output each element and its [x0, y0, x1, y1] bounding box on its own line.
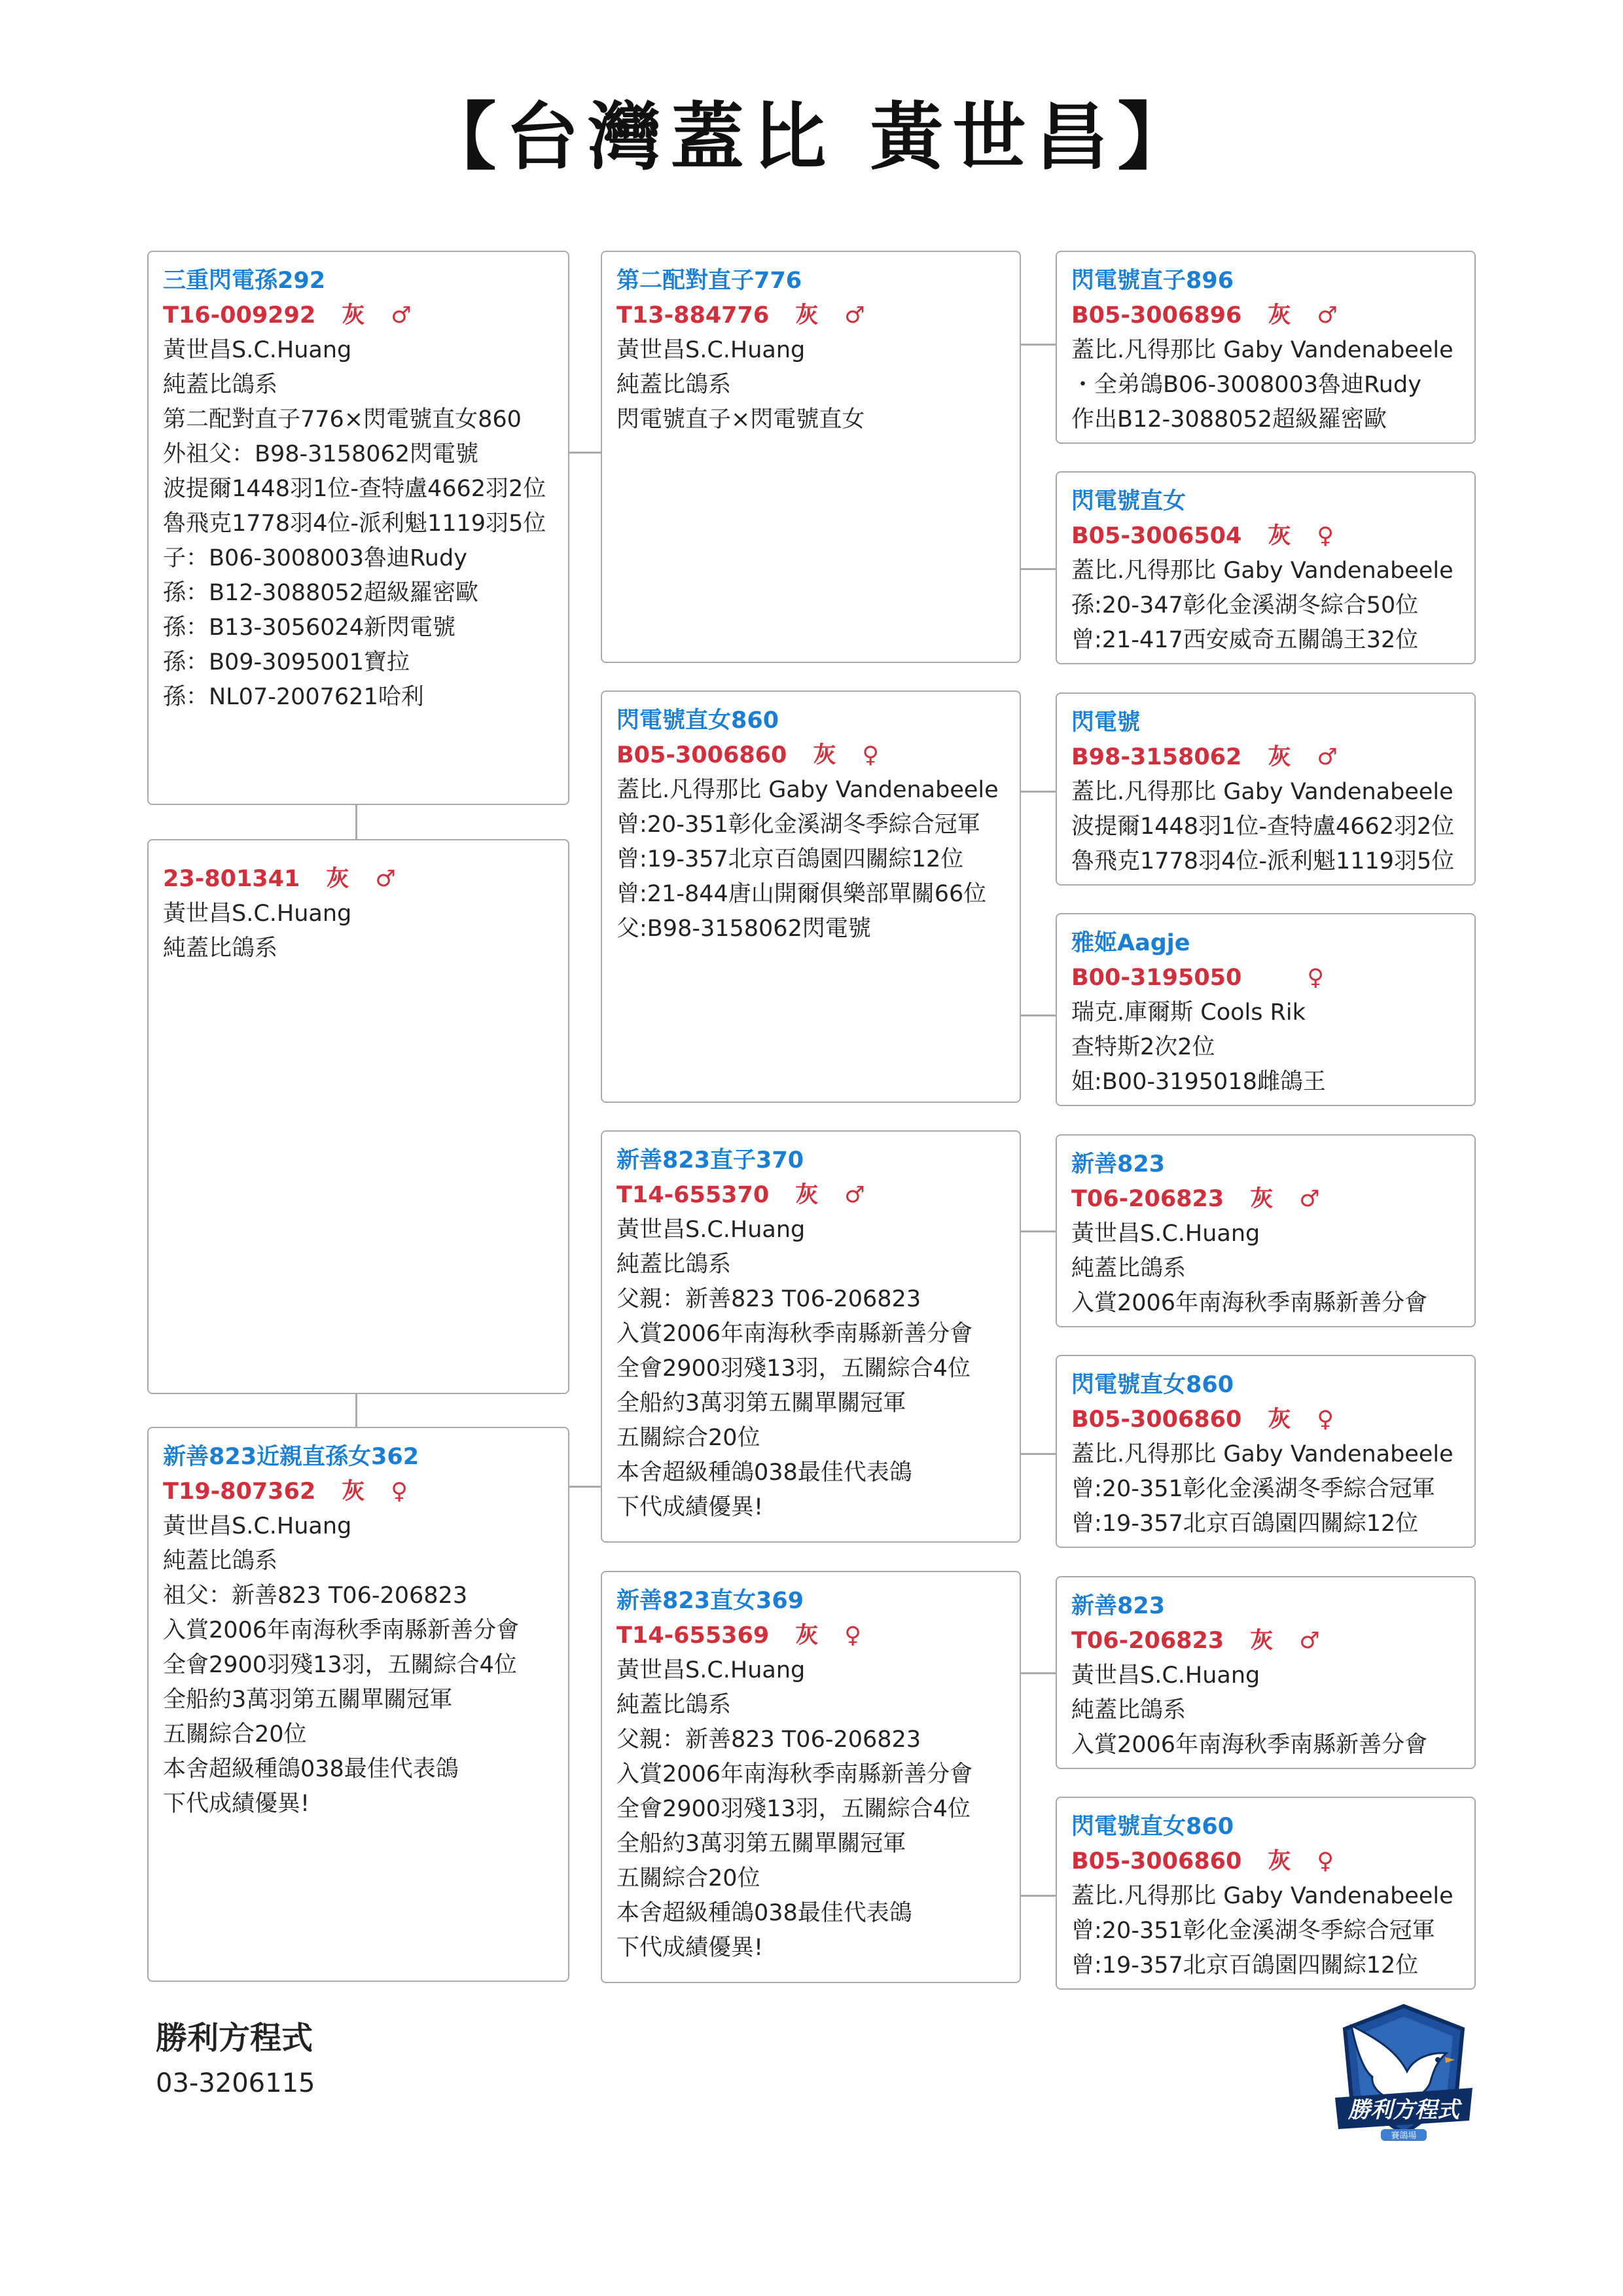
detail-line: 全會2900羽殘13羽，五關綜合4位	[616, 1796, 971, 1822]
ring-number: T06-206823	[1071, 1186, 1224, 1212]
loft-name: 勝利方程式	[156, 2020, 313, 2056]
detail-line: 入賞2006年南海秋季南縣新善分會	[1071, 1290, 1428, 1316]
detail-line: 下代成績優異!	[616, 1935, 764, 1961]
detail-line: 子：B06-3008003魯迪Rudy	[163, 545, 467, 571]
female-icon: ♀	[1317, 1407, 1334, 1433]
female-icon: ♀	[391, 1479, 408, 1505]
detail-line: 魯飛克1778羽4位-派利魁1119羽5位	[1071, 848, 1455, 874]
detail-line: 純蓋比鴿系	[163, 935, 278, 961]
detail-line: 全會2900羽殘13羽，五關綜合4位	[163, 1652, 517, 1678]
pedigree-card-subject	[147, 251, 569, 805]
detail-line: 蓋比.凡得那比 Gaby Vandenabeele	[1071, 337, 1454, 363]
pedigree-card-ggsire-2	[1056, 692, 1476, 886]
detail-line: 黃世昌S.C.Huang	[616, 337, 806, 363]
pigeon-name: 新善823直子370	[616, 1147, 804, 1174]
ring-number: T16-009292	[163, 302, 316, 329]
detail-line: 曾:20-351彰化金溪湖冬季綜合冠軍	[616, 812, 980, 838]
detail-line: 下代成績優異!	[163, 1791, 310, 1817]
color-label: 灰	[1268, 523, 1291, 549]
detail-line: 曾:19-357北京百鴿園四關綜12位	[1071, 1952, 1419, 1979]
detail-line: 曾:20-351彰化金溪湖冬季綜合冠軍	[1071, 1918, 1435, 1944]
detail-line: 魯飛克1778羽4位-派利魁1119羽5位	[163, 511, 546, 537]
pedigree-card-ggdam-2	[1056, 913, 1476, 1106]
detail-line: 孫：B09-3095001寶拉	[163, 649, 410, 675]
pigeon-name: 閃電號直女860	[616, 708, 779, 734]
pedigree-card-sire-dam	[601, 691, 1021, 1103]
detail-line: 入賞2006年南海秋季南縣新善分會	[1071, 1732, 1428, 1758]
female-icon: ♀	[1317, 1848, 1334, 1874]
color-label: 灰	[1268, 744, 1291, 770]
detail-line: 純蓋比鴿系	[1071, 1697, 1186, 1723]
detail-line: 曾:19-357北京百鴿園四關綜12位	[1071, 1511, 1419, 1537]
detail-line: 曾:21-844唐山開爾俱樂部單關66位	[616, 881, 987, 907]
detail-line: 蓋比.凡得那比 Gaby Vandenabeele	[1071, 779, 1454, 805]
pedigree-card-dam	[147, 1427, 569, 1982]
connector-line	[355, 1394, 357, 1427]
detail-line: 純蓋比鴿系	[616, 372, 732, 398]
ring-number: B05-3006860	[1071, 1848, 1242, 1874]
connector-line	[355, 804, 357, 839]
detail-line: 本舍超級種鴿038最佳代表鴿	[616, 1460, 912, 1486]
detail-line: 波提爾1448羽1位-查特盧4662羽2位	[163, 476, 546, 502]
detail-line: 曾:20-351彰化金溪湖冬季綜合冠軍	[1071, 1476, 1435, 1502]
detail-line: ・全弟鴿B06-3008003魯迪Rudy	[1071, 372, 1421, 398]
pedigree-card-ggsire-3	[1056, 1134, 1476, 1327]
detail-line: 五關綜合20位	[163, 1721, 307, 1748]
detail-line: 入賞2006年南海秋季南縣新善分會	[616, 1321, 973, 1347]
detail-line: 五關綜合20位	[616, 1865, 760, 1892]
connector-line	[1021, 1014, 1056, 1016]
detail-line: 入賞2006年南海秋季南縣新善分會	[163, 1617, 520, 1643]
ring-number: T14-655370	[616, 1182, 770, 1208]
color-label: 灰	[813, 742, 836, 768]
pedigree-card-ggdam-1	[1056, 471, 1476, 664]
connector-line	[1021, 1230, 1056, 1232]
detail-line: 波提爾1448羽1位-查特盧4662羽2位	[1071, 814, 1455, 840]
detail-line: 祖父：新善823 T06-206823	[163, 1583, 468, 1609]
color-label: 灰	[1250, 1186, 1274, 1212]
logo-text: 勝利方程式	[1348, 2097, 1459, 2123]
ring-number: B05-3006860	[616, 742, 787, 768]
detail-line: 黃世昌S.C.Huang	[163, 337, 352, 363]
detail-line: 下代成績優異!	[616, 1494, 764, 1520]
pigeon-name: 閃電號直子896	[1071, 268, 1234, 294]
detail-line: 瑞克.庫爾斯 Cools Rik	[1071, 999, 1306, 1026]
male-icon: ♂	[1317, 744, 1338, 770]
detail-line: 本舍超級種鴿038最佳代表鴿	[163, 1756, 459, 1782]
ring-number: B05-3006860	[1071, 1407, 1242, 1433]
connector-line	[1021, 1895, 1056, 1897]
color-label: 灰	[795, 1182, 819, 1208]
connector-line	[568, 452, 601, 454]
color-label: 灰	[342, 1479, 365, 1505]
color-label: 灰	[795, 1623, 819, 1649]
pedigree-card-sibling	[147, 839, 569, 1394]
pedigree-card-ggdam-4	[1056, 1797, 1476, 1990]
detail-line: 孫:20-347彰化金溪湖冬綜合50位	[1071, 592, 1419, 619]
detail-line: 父親：新善823 T06-206823	[616, 1286, 921, 1312]
pigeon-name: 閃電號直女	[1071, 488, 1186, 514]
pigeon-name: 新善823直女369	[616, 1588, 804, 1614]
ring-number: T14-655369	[616, 1623, 770, 1649]
detail-line: 入賞2006年南海秋季南縣新善分會	[616, 1761, 973, 1787]
detail-line: 五關綜合20位	[616, 1425, 760, 1451]
pigeon-shield-logo	[1325, 2000, 1482, 2144]
detail-line: 外祖父：B98-3158062閃電號	[163, 441, 479, 467]
color-label: 灰	[1250, 1628, 1274, 1654]
detail-line: 純蓋比鴿系	[616, 1692, 732, 1718]
male-icon: ♂	[375, 866, 396, 892]
male-icon: ♂	[844, 1182, 865, 1208]
male-icon: ♂	[844, 302, 865, 329]
ring-number: B05-3006896	[1071, 302, 1242, 329]
detail-line: 黃世昌S.C.Huang	[1071, 1221, 1260, 1247]
connector-line	[1021, 568, 1056, 570]
pedigree-card-ggdam-3	[1056, 1355, 1476, 1548]
detail-line: 黃世昌S.C.Huang	[163, 901, 352, 927]
detail-line: 姐:B00-3195018雌鴿王	[1071, 1069, 1326, 1095]
detail-line: 父親：新善823 T06-206823	[616, 1727, 921, 1753]
detail-line: 查特斯2次2位	[1071, 1034, 1215, 1060]
detail-line: 純蓋比鴿系	[1071, 1255, 1186, 1282]
pigeon-name: 新善823	[1071, 1151, 1166, 1177]
ring-number: 23-801341	[163, 866, 300, 892]
detail-line: 曾:21-417西安威奇五關鴿王32位	[1071, 627, 1419, 653]
detail-line: 孫：B12-3088052超級羅密歐	[163, 580, 479, 606]
detail-line: 孫：B13-3056024新閃電號	[163, 615, 456, 641]
ring-number: B98-3158062	[1071, 744, 1242, 770]
logo-subtext: 賽鴿場	[1391, 2131, 1417, 2141]
color-label: 灰	[1268, 1848, 1291, 1874]
color-label: 灰	[1268, 302, 1291, 329]
female-icon: ♀	[1317, 523, 1334, 549]
ring-number: B00-3195050	[1071, 965, 1242, 991]
pedigree-card-ggsire-1	[1056, 251, 1476, 444]
ring-number: T13-884776	[616, 302, 770, 329]
detail-line: 蓋比.凡得那比 Gaby Vandenabeele	[1071, 1441, 1454, 1467]
color-label: 灰	[1268, 1407, 1291, 1433]
detail-line: 第二配對直子776×閃電號直女860	[163, 406, 522, 433]
detail-line: 全船約3萬羽第五關單關冠軍	[616, 1831, 906, 1857]
connector-line	[1021, 791, 1056, 793]
detail-line: 作出B12-3088052超級羅密歐	[1071, 406, 1387, 433]
pedigree-card-dam-dam	[601, 1571, 1021, 1983]
pigeon-name: 第二配對直子776	[616, 268, 802, 294]
pigeon-name: 閃電號直女860	[1071, 1814, 1234, 1840]
pedigree-card-ggsire-4	[1056, 1576, 1476, 1769]
detail-line: 黃世昌S.C.Huang	[616, 1657, 806, 1683]
pigeon-name: 三重閃電孫292	[163, 268, 326, 294]
female-icon: ♀	[1307, 965, 1325, 991]
ring-number: T19-807362	[163, 1479, 316, 1505]
detail-line: 父:B98-3158062閃電號	[616, 916, 871, 942]
detail-line: 曾:19-357北京百鴿園四關綜12位	[616, 846, 964, 872]
pigeon-name: 新善823	[1071, 1593, 1166, 1619]
detail-line: 本舍超級種鴿038最佳代表鴿	[616, 1900, 912, 1926]
female-icon: ♀	[844, 1623, 861, 1649]
detail-line: 蓋比.凡得那比 Gaby Vandenabeele	[616, 777, 999, 803]
pedigree-card-sire	[601, 251, 1021, 663]
connector-line	[1021, 1672, 1056, 1674]
detail-line: 黃世昌S.C.Huang	[1071, 1662, 1260, 1689]
detail-line: 純蓋比鴿系	[163, 1548, 278, 1574]
color-label: 灰	[795, 302, 819, 329]
detail-line: 孫：NL07-2007621哈利	[163, 684, 424, 710]
connector-line	[568, 1486, 601, 1488]
detail-line: 閃電號直子×閃電號直女	[616, 406, 865, 433]
male-icon: ♂	[1299, 1628, 1320, 1654]
detail-line: 蓋比.凡得那比 Gaby Vandenabeele	[1071, 1883, 1454, 1909]
detail-line: 純蓋比鴿系	[163, 372, 278, 398]
connector-line	[1021, 344, 1056, 346]
color-label: 灰	[326, 866, 349, 892]
female-icon: ♀	[862, 742, 880, 768]
detail-line: 蓋比.凡得那比 Gaby Vandenabeele	[1071, 558, 1454, 584]
male-icon: ♂	[1299, 1186, 1320, 1212]
detail-line: 全會2900羽殘13羽，五關綜合4位	[616, 1355, 971, 1382]
detail-line: 全船約3萬羽第五關單關冠軍	[163, 1687, 453, 1713]
pedigree-card-dam-sire	[601, 1130, 1021, 1543]
pigeon-name: 閃電號	[1071, 709, 1141, 736]
page-title: 【台灣蓋比 黃世昌】	[423, 94, 1200, 180]
pigeon-name: 雅姬Aagje	[1071, 930, 1190, 956]
connector-line	[1021, 1453, 1056, 1455]
detail-line: 黃世昌S.C.Huang	[163, 1513, 352, 1539]
color-label: 灰	[342, 302, 365, 329]
pigeon-name: 新善823近親直孫女362	[163, 1444, 419, 1470]
detail-line: 純蓋比鴿系	[616, 1251, 732, 1278]
detail-line: 黃世昌S.C.Huang	[616, 1217, 806, 1243]
pigeon-name: 閃電號直女860	[1071, 1372, 1234, 1398]
male-icon: ♂	[1317, 302, 1338, 329]
ring-number: B05-3006504	[1071, 523, 1242, 549]
phone-number: 03-3206115	[156, 2068, 315, 2098]
detail-line: 全船約3萬羽第五關單關冠軍	[616, 1390, 906, 1416]
ring-number: T06-206823	[1071, 1628, 1224, 1654]
male-icon: ♂	[391, 302, 412, 329]
